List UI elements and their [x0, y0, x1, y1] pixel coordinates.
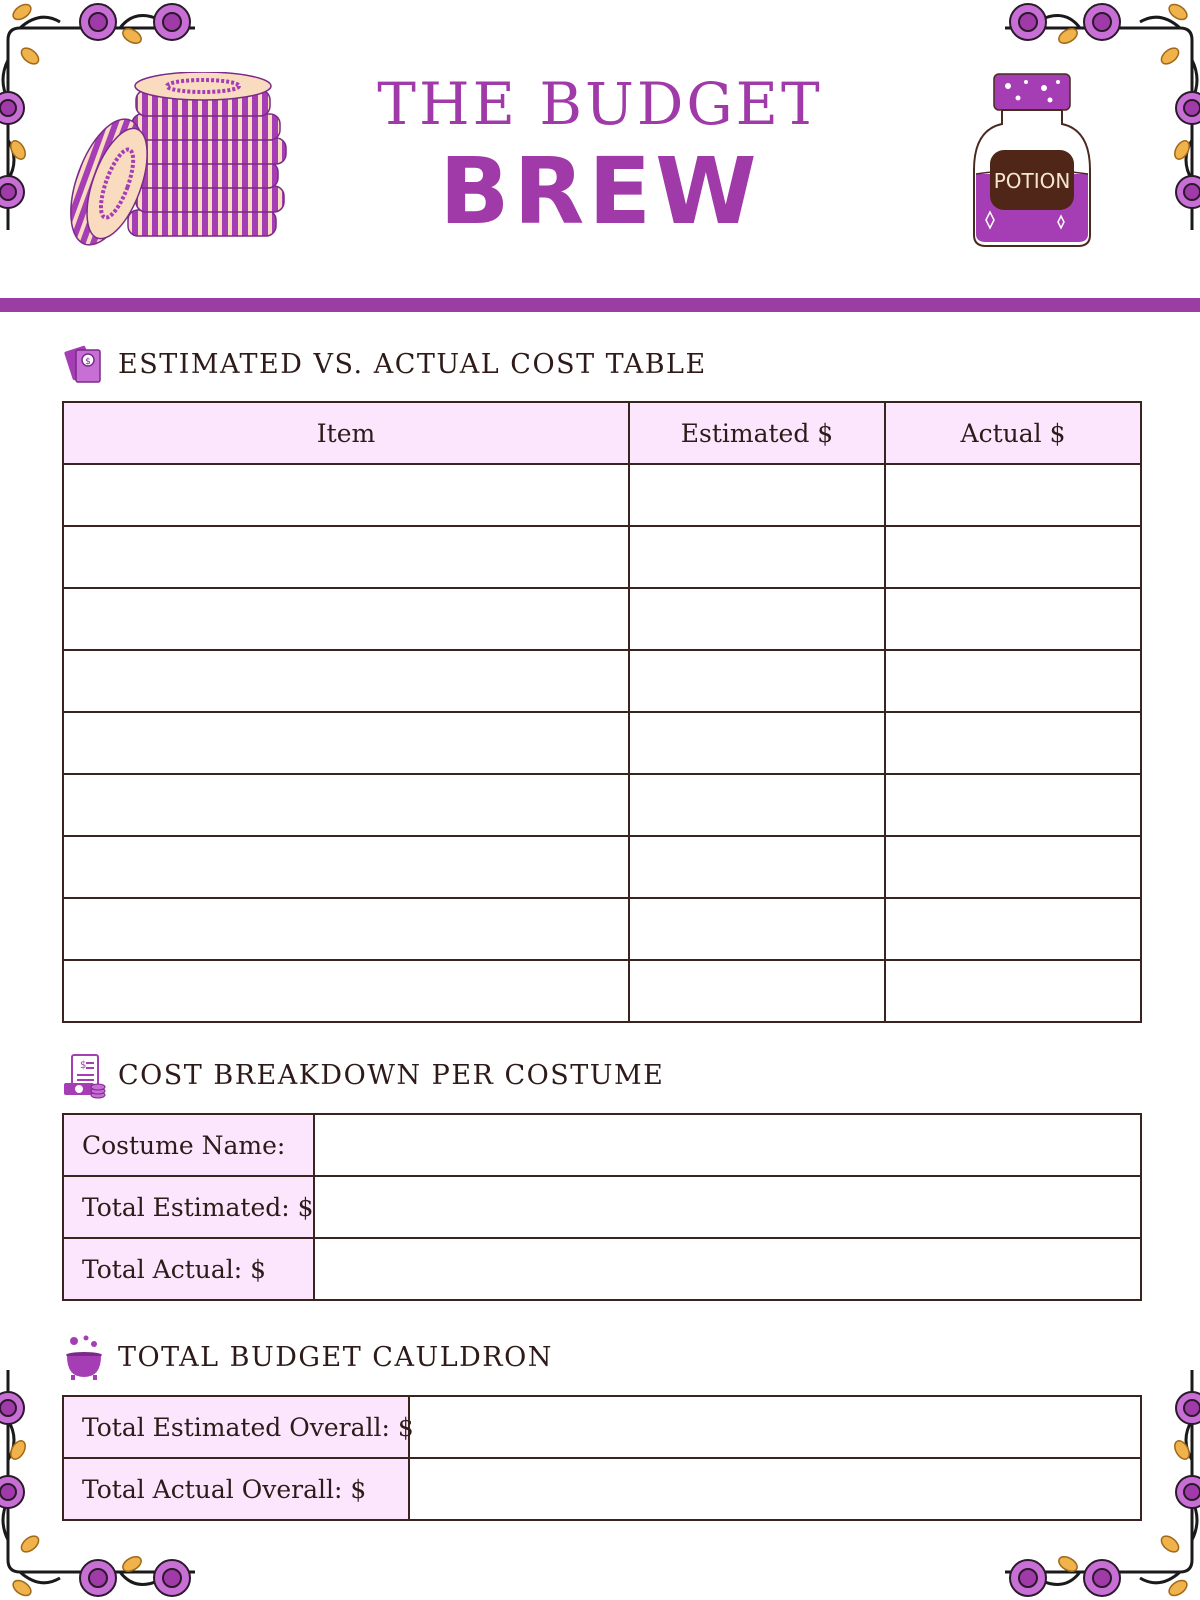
table-row [63, 712, 1141, 774]
table-row [63, 464, 1141, 526]
estimated-cell[interactable] [629, 464, 885, 526]
item-cell[interactable] [63, 650, 629, 712]
item-cell[interactable] [63, 464, 629, 526]
cauldron-icon [62, 1333, 106, 1381]
estimated-cell[interactable] [629, 588, 885, 650]
total-actual-overall-label: Total Actual Overall: $ [63, 1458, 409, 1520]
table-row [63, 1458, 1141, 1520]
actual-cell[interactable] [885, 464, 1141, 526]
total-estimated-overall-label: Total Estimated Overall: $ [63, 1396, 409, 1458]
svg-text:$: $ [85, 357, 91, 367]
table-row [63, 898, 1141, 960]
estimated-cell[interactable] [629, 836, 885, 898]
estimated-cell[interactable] [629, 526, 885, 588]
item-cell[interactable] [63, 774, 629, 836]
item-cell[interactable] [63, 960, 629, 1022]
total-estimated-label: Total Estimated: $ [63, 1176, 314, 1238]
actual-cell[interactable] [885, 960, 1141, 1022]
estimated-cell[interactable] [629, 960, 885, 1022]
table-row [63, 588, 1141, 650]
table-row [63, 960, 1141, 1022]
column-header-estimated: Estimated $ [629, 402, 885, 464]
estimated-cell[interactable] [629, 712, 885, 774]
table-row [63, 774, 1141, 836]
table-row [63, 650, 1141, 712]
total-actual-label: Total Actual: $ [63, 1238, 314, 1300]
column-header-item: Item [63, 402, 629, 464]
actual-cell[interactable] [885, 836, 1141, 898]
section-heading-cost-breakdown [62, 1051, 664, 1099]
section-heading-total-budget [62, 1333, 553, 1381]
column-header-actual: Actual $ [885, 402, 1141, 464]
section-title: COST BREAKDOWN PER COSTUME [118, 1059, 665, 1091]
potion-label: POTION [993, 169, 1071, 193]
total-estimated-field[interactable] [314, 1176, 1141, 1238]
coin-stack-icon [62, 72, 292, 252]
item-cell[interactable] [63, 712, 629, 774]
potion-bottle-icon [962, 70, 1112, 255]
item-cell[interactable] [63, 836, 629, 898]
actual-cell[interactable] [885, 898, 1141, 960]
cards-money-icon [62, 340, 106, 388]
table-row [63, 1176, 1141, 1238]
section-heading-cost-table [62, 340, 707, 388]
actual-cell[interactable] [885, 588, 1141, 650]
costume-name-field[interactable] [314, 1114, 1141, 1176]
invoice-coins-icon [62, 1051, 106, 1099]
item-cell[interactable] [63, 588, 629, 650]
total-budget-table [62, 1395, 1142, 1521]
item-cell[interactable] [63, 526, 629, 588]
costume-breakdown-table [62, 1113, 1142, 1301]
actual-cell[interactable] [885, 712, 1141, 774]
page-title [340, 68, 860, 245]
section-title: ESTIMATED VS. ACTUAL COST TABLE [118, 348, 707, 380]
costume-name-label: Costume Name: [63, 1114, 314, 1176]
total-estimated-overall-field[interactable] [409, 1396, 1141, 1458]
actual-cell[interactable] [885, 526, 1141, 588]
total-actual-field[interactable] [314, 1238, 1141, 1300]
cost-table [62, 401, 1142, 1023]
table-header-row [63, 402, 1141, 464]
title-line-main: BREW [439, 138, 761, 245]
estimated-cell[interactable] [629, 774, 885, 836]
actual-cell[interactable] [885, 774, 1141, 836]
table-row [63, 1396, 1141, 1458]
actual-cell[interactable] [885, 650, 1141, 712]
title-line-top: THE BUDGET [377, 70, 823, 138]
item-cell[interactable] [63, 898, 629, 960]
table-row [63, 836, 1141, 898]
total-actual-overall-field[interactable] [409, 1458, 1141, 1520]
table-row [63, 1114, 1141, 1176]
estimated-cell[interactable] [629, 898, 885, 960]
header-divider [0, 298, 1200, 312]
estimated-cell[interactable] [629, 650, 885, 712]
svg-text:$: $ [80, 1060, 87, 1071]
table-row [63, 526, 1141, 588]
section-title: TOTAL BUDGET CAULDRON [118, 1341, 553, 1373]
table-row [63, 1238, 1141, 1300]
